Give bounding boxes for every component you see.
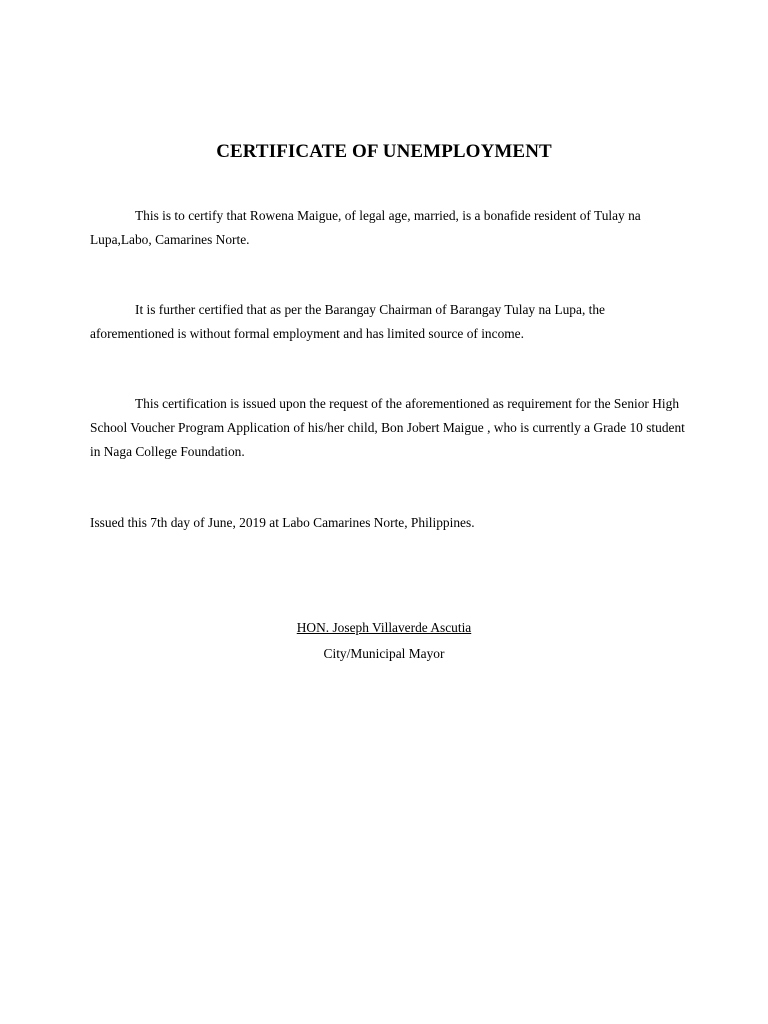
signatory-block — [0, 617, 768, 639]
signatory-name: HON. Joseph Villaverde Ascutia — [296, 620, 472, 635]
paragraph-issue-date: Issued this 7th day of June, 2019 at Labo Camarines Norte, Philippines. — [90, 515, 475, 530]
paragraph-purpose: This certification is issued upon the request of the aforementioned as requirement for the Senior High School Voucher Program Application of his/her child, Bon Jobert Maigue , who is currently a Grade 10 student in Naga College Foundation. — [90, 396, 685, 459]
signatory-position: City/Municipal Mayor — [323, 646, 445, 661]
paragraph-residency: This is to certify that Rowena Maigue, of legal age, married, is a bonafide resident of Tulay na Lupa,Labo, Camarines Norte. — [90, 208, 641, 247]
document-title: CERTIFICATE OF UNEMPLOYMENT — [216, 141, 552, 162]
paragraph-employment-status: It is further certified that as per the Barangay Chairman of Barangay Tulay na Lupa, the aforementioned is without formal employment and has limited source of income. — [90, 302, 606, 341]
